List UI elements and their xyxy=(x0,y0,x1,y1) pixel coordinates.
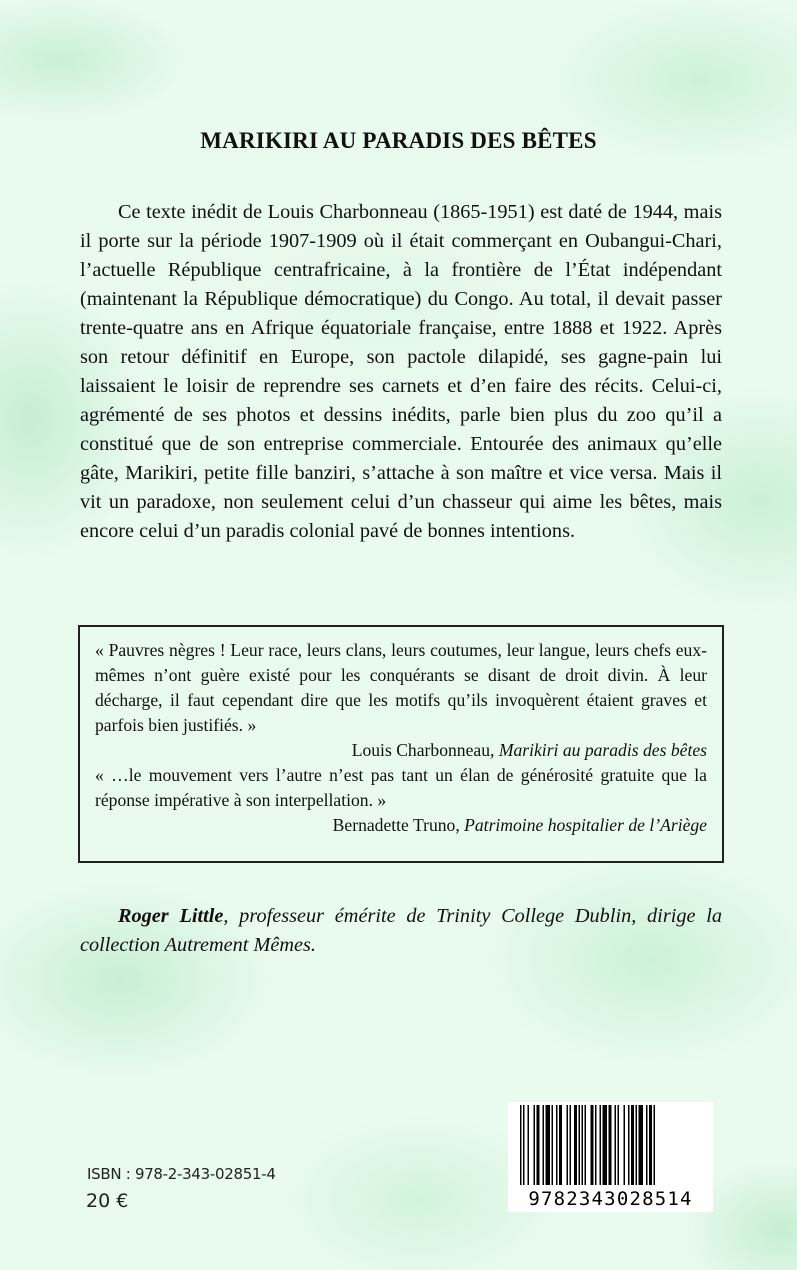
barcode-bar xyxy=(552,1105,554,1185)
barcode-bar xyxy=(615,1105,617,1185)
quote-author: Louis Charbonneau, xyxy=(351,740,495,760)
quote-text: « …le mouvement vers l’autre n’est pas tant un élan de générosité gratuite que la réponse impérative à son interpellation. » xyxy=(95,765,707,810)
barcode-bar xyxy=(559,1105,562,1185)
quote-text: « Pauvres nègres ! Leur race, leurs clans, leurs coutumes, leur langue, leurs chefs eux-mêmes n’ont guère existé pour les conquérants se disant de droit divin. À leur décharge, il faut cependant dire que les motifs qu’ils invoquèrent étaient graves et parfois bien justifiés. » xyxy=(95,640,707,735)
barcode-bar xyxy=(528,1105,530,1185)
barcode-bar xyxy=(654,1105,656,1185)
quote-attribution xyxy=(95,738,707,763)
barcode-bar xyxy=(546,1105,551,1185)
barcode-bar xyxy=(631,1105,634,1185)
quote-box xyxy=(78,625,724,863)
quote-attribution xyxy=(95,813,707,838)
barcode-bar xyxy=(570,1105,572,1185)
quote-author: Bernadette Truno, xyxy=(332,815,460,835)
price: 20 € xyxy=(86,1190,129,1212)
bio-text: , professeur émérite de Trinity College Dublin, dirige la collection Autrement Mêmes. xyxy=(80,905,722,956)
barcode-bar xyxy=(579,1105,581,1185)
barcode-bar xyxy=(624,1105,626,1185)
barcode-bar xyxy=(646,1105,648,1185)
barcode-bar xyxy=(585,1105,587,1185)
barcode-bar xyxy=(591,1105,594,1185)
barcode-bar xyxy=(609,1105,612,1185)
quote-work: Marikiri au paradis des bêtes xyxy=(498,740,707,760)
barcode-bar xyxy=(556,1105,558,1185)
isbn: ISBN : 978-2-343-02851-4 xyxy=(87,1165,276,1183)
barcode-bar xyxy=(582,1105,584,1185)
barcode-bar xyxy=(567,1105,569,1185)
barcode-bar xyxy=(628,1105,630,1185)
barcode-bar xyxy=(520,1105,522,1185)
barcode-bar xyxy=(523,1105,525,1185)
barcode-number: 9782343028514 xyxy=(528,1188,693,1210)
barcode-bar xyxy=(603,1105,608,1185)
bio-name: Roger Little xyxy=(118,905,224,927)
summary-paragraph: Ce texte inédit de Louis Charbonneau (1865-1951) est daté de 1944, mais il porte sur la période 1907-1909 où il était commerçant en Oubangui-Chari, l’actuelle République centrafricaine, à la frontière de l’État indépendant (maintenant la République démocratique) du Congo. Au total, il devait passer trente-quatre ans en Afrique équatoriale française, entre 1888 et 1922. Après son retour définitif en Europe, son pactole dilapidé, ses gagne-pain lui laissaient le loisir de reprendre ses carnets et d’en faire des récits. Celui-ci, agrémenté de ses photos et dessins inédits, parle bien plus du zoo qu’il a constitué que de son entreprise commerciale. Entourée des animaux qu’elle gâte, Marikiri, petite fille banziri, s’attache à son maître et vice versa. Mais il vit un paradoxe, non seulement celui d’un chasseur qui aime les bêtes, mais encore celui d’un paradis colonial pavé de bonnes intentions. xyxy=(80,201,722,542)
barcode-bar xyxy=(649,1105,652,1185)
barcode-bar xyxy=(537,1105,540,1185)
barcode-bar xyxy=(618,1105,620,1185)
barcode-bar xyxy=(600,1105,602,1185)
barcode-bars xyxy=(516,1105,706,1185)
barcode-bar xyxy=(639,1105,644,1185)
barcode xyxy=(508,1102,713,1212)
barcode-bar xyxy=(595,1105,597,1185)
author-bio xyxy=(80,902,722,960)
book-title: MARIKIRI AU PARADIS DES BÊTES xyxy=(200,128,597,153)
barcode-bar xyxy=(543,1105,545,1185)
barcode-bar xyxy=(636,1105,638,1185)
barcode-bar xyxy=(574,1105,577,1185)
quote-work: Patrimoine hospitalier de l’Ariège xyxy=(464,815,707,835)
barcode-bar xyxy=(534,1105,536,1185)
